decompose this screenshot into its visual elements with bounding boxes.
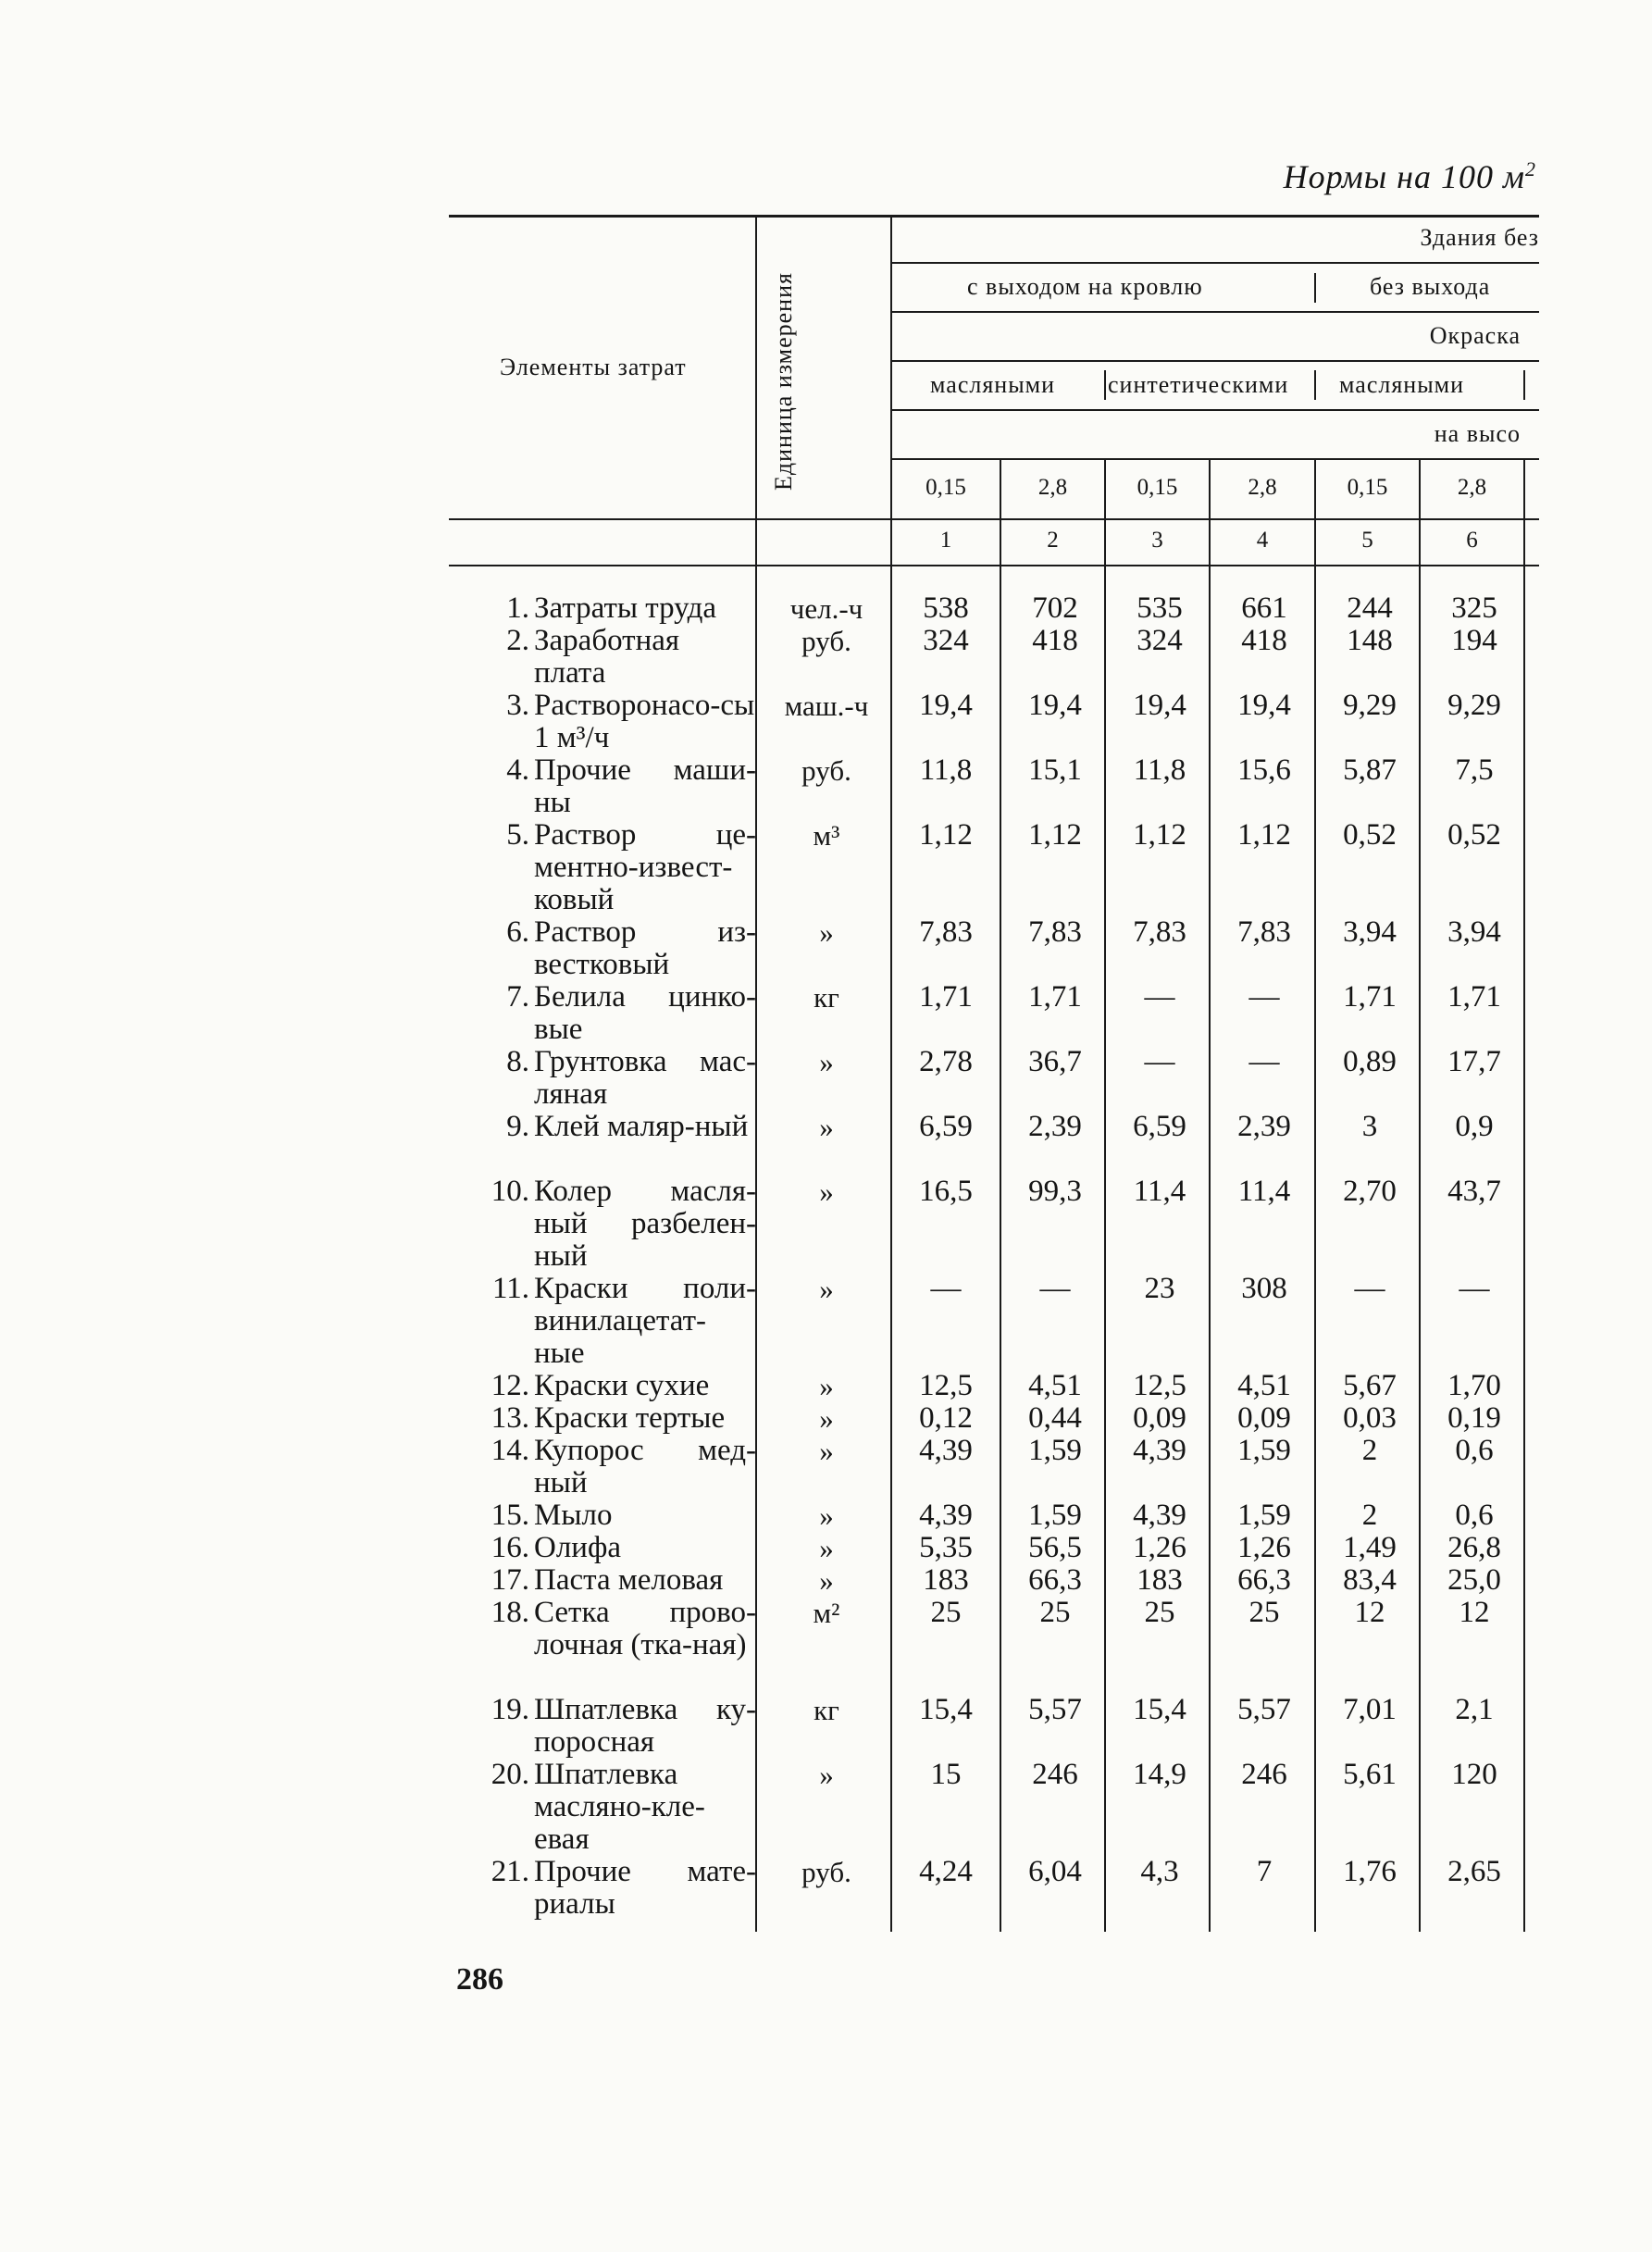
row-unit: » — [819, 1759, 834, 1791]
row-number: 21. — [491, 1855, 529, 1888]
norms-sup: 2 — [1525, 157, 1536, 180]
row-value: 1,71 — [1028, 980, 1082, 1014]
height-value: 2,8 — [1037, 475, 1068, 500]
row-unit: » — [819, 1273, 834, 1305]
row-value: 17,7 — [1447, 1045, 1501, 1078]
row-value: 15,1 — [1028, 753, 1082, 787]
header-unit: Единица измерения — [770, 272, 798, 491]
row-value: 0,6 — [1455, 1499, 1494, 1532]
norms-table — [449, 215, 1539, 1932]
row-value: 25 — [930, 1596, 962, 1629]
row-value: 0,09 — [1237, 1401, 1291, 1435]
header-without-exit: без выхода — [1370, 273, 1491, 300]
row-number: 10. — [491, 1175, 529, 1208]
row-value: 148 — [1347, 624, 1393, 657]
row-value: 0,6 — [1455, 1434, 1494, 1467]
row-value: 7,01 — [1343, 1693, 1397, 1726]
row-unit: руб. — [801, 625, 851, 657]
rule-4 — [890, 409, 1539, 411]
row-unit: кг — [814, 981, 839, 1014]
row-name: Колер масля-ный разбелен-ный — [534, 1175, 756, 1273]
row-value: 83,4 — [1343, 1563, 1397, 1597]
row-value: 6,59 — [1133, 1110, 1186, 1143]
row-value: — — [1248, 1045, 1280, 1078]
row-value: 19,4 — [1237, 689, 1291, 722]
row-name: Шпатлевка ку-поросная — [534, 1693, 756, 1759]
row-unit: » — [819, 1046, 834, 1078]
row-value: 183 — [923, 1563, 969, 1597]
row-name: Прочие мате-риалы — [534, 1855, 756, 1921]
row-value: 5,61 — [1343, 1758, 1397, 1791]
row-value: — — [930, 1272, 962, 1305]
row-value: 0,12 — [919, 1401, 973, 1435]
row-number: 16. — [491, 1531, 529, 1564]
row-unit: руб. — [801, 1856, 851, 1888]
row-name: Мыло — [534, 1499, 613, 1532]
row-value: 56,5 — [1028, 1531, 1082, 1564]
row-unit: » — [819, 1532, 834, 1564]
row-value: 308 — [1241, 1272, 1287, 1305]
row-value: 0,52 — [1447, 818, 1501, 852]
row-unit: маш.-ч — [784, 690, 869, 722]
row-value: 4,39 — [1133, 1434, 1186, 1467]
row-value: 23 — [1144, 1272, 1175, 1305]
row-value: 66,3 — [1028, 1563, 1082, 1597]
header-synth: синтетическими — [1108, 371, 1289, 398]
row-value: 5,35 — [919, 1531, 973, 1564]
sep-paint-2 — [1314, 370, 1316, 400]
row-number: 19. — [491, 1693, 529, 1726]
column-number: 4 — [1256, 528, 1269, 553]
row-value: 2 — [1361, 1499, 1378, 1532]
row-unit: м³ — [813, 819, 840, 852]
row-name: Сетка прово-лочная (тка-ная) — [534, 1596, 756, 1661]
row-value: 3,94 — [1447, 915, 1501, 949]
row-value: 1,70 — [1447, 1369, 1501, 1402]
row-value: 5,67 — [1343, 1369, 1397, 1402]
row-value: 4,51 — [1028, 1369, 1082, 1402]
row-value: 194 — [1451, 624, 1497, 657]
row-value: 702 — [1032, 591, 1078, 625]
row-value: 0,52 — [1343, 818, 1397, 852]
row-value: 1,59 — [1028, 1499, 1082, 1532]
row-value: 5,57 — [1237, 1693, 1291, 1726]
row-value: 6,04 — [1028, 1855, 1082, 1888]
row-value: 418 — [1241, 624, 1287, 657]
norms-label: Нормы на 100 м — [1283, 158, 1525, 195]
row-value: 11,8 — [919, 753, 973, 787]
row-value: 7,83 — [1133, 915, 1186, 949]
norms-caption — [1284, 157, 1536, 196]
page-number: 286 — [456, 1962, 503, 1997]
row-value: 1,12 — [919, 818, 973, 852]
row-number: 7. — [506, 980, 529, 1014]
row-value: 19,4 — [919, 689, 973, 722]
row-value: 3 — [1361, 1110, 1378, 1143]
row-value: 1,71 — [919, 980, 973, 1014]
rule-1 — [890, 262, 1539, 264]
height-value: 2,8 — [1457, 475, 1487, 500]
column-number: 1 — [939, 528, 952, 553]
row-unit: » — [819, 1402, 834, 1435]
sep-paint-1 — [1104, 370, 1106, 400]
row-number: 2. — [506, 624, 529, 657]
row-value: 43,7 — [1447, 1175, 1501, 1208]
row-value: 183 — [1137, 1563, 1183, 1597]
row-unit: » — [819, 1370, 834, 1402]
row-value: 9,29 — [1343, 689, 1397, 722]
row-value: 1,49 — [1343, 1531, 1397, 1564]
row-value: 19,4 — [1028, 689, 1082, 722]
vline-c1 — [1000, 458, 1001, 1932]
row-unit: » — [819, 1564, 834, 1597]
row-value: 99,3 — [1028, 1175, 1082, 1208]
row-name: Краски сухие — [534, 1369, 710, 1402]
row-number: 20. — [491, 1758, 529, 1791]
row-value: 11,4 — [1133, 1175, 1186, 1208]
row-value: 2,1 — [1455, 1693, 1494, 1726]
row-value: 11,4 — [1237, 1175, 1291, 1208]
row-name: Раствор из-вестковый — [534, 915, 756, 981]
column-number: 5 — [1361, 528, 1373, 553]
header-oil-2: масляными — [1339, 371, 1465, 398]
row-unit: » — [819, 1111, 834, 1143]
row-number: 1. — [506, 591, 529, 625]
sep-exit — [1314, 273, 1316, 303]
row-value: 5,87 — [1343, 753, 1397, 787]
row-value: 26,8 — [1447, 1531, 1501, 1564]
height-value: 0,15 — [925, 475, 966, 500]
row-number: 14. — [491, 1434, 529, 1467]
row-value: 0,19 — [1447, 1401, 1501, 1435]
row-value: 5,57 — [1028, 1693, 1082, 1726]
row-value: 15,4 — [919, 1693, 973, 1726]
row-value: 25 — [1039, 1596, 1071, 1629]
row-value: 2,39 — [1028, 1110, 1082, 1143]
row-value: 36,7 — [1028, 1045, 1082, 1078]
row-value: 0,03 — [1343, 1401, 1397, 1435]
row-unit: » — [819, 1176, 834, 1208]
row-value: 14,9 — [1133, 1758, 1186, 1791]
rule-6 — [449, 518, 1539, 520]
row-value: 25 — [1248, 1596, 1280, 1629]
row-value: 120 — [1451, 1758, 1497, 1791]
row-number: 3. — [506, 689, 529, 722]
row-number: 13. — [491, 1401, 529, 1435]
row-value: 4,3 — [1140, 1855, 1179, 1888]
row-value: — — [1248, 980, 1280, 1014]
row-value: 2,70 — [1343, 1175, 1397, 1208]
row-number: 5. — [506, 818, 529, 852]
row-name: Паста меловая — [534, 1563, 724, 1597]
sep-paint-3 — [1523, 370, 1525, 400]
row-name: Раствор це-ментно-извест-ковый — [534, 818, 756, 916]
row-value: 2,65 — [1447, 1855, 1501, 1888]
row-number: 11. — [491, 1272, 529, 1305]
row-unit: чел.-ч — [789, 592, 863, 625]
row-unit: » — [819, 1499, 834, 1532]
row-name: Заработная плата — [534, 624, 680, 690]
row-name: Краски поли-винилацетат-ные — [534, 1272, 756, 1370]
row-value: 12,5 — [1133, 1369, 1186, 1402]
row-unit: » — [819, 916, 834, 949]
row-value: 1,59 — [1237, 1434, 1291, 1467]
row-value: — — [1039, 1272, 1071, 1305]
row-value: 538 — [923, 591, 969, 625]
row-number: 9. — [506, 1110, 529, 1143]
row-value: — — [1459, 1272, 1490, 1305]
row-number: 6. — [506, 915, 529, 949]
row-name: Краски тертые — [534, 1401, 726, 1435]
row-value: 1,26 — [1133, 1531, 1186, 1564]
height-value: 0,15 — [1137, 475, 1178, 500]
row-value: 15,6 — [1237, 753, 1291, 787]
row-name: Олифа — [534, 1531, 621, 1564]
row-value: 11,8 — [1133, 753, 1186, 787]
row-value: 16,5 — [919, 1175, 973, 1208]
row-number: 12. — [491, 1369, 529, 1402]
column-number: 3 — [1151, 528, 1163, 553]
row-value: — — [1144, 1045, 1175, 1078]
row-name: Белила цинко-вые — [534, 980, 756, 1046]
row-value: — — [1144, 980, 1175, 1014]
row-value: 7,83 — [919, 915, 973, 949]
row-name: Шпатлевка масляно-кле-евая — [534, 1758, 705, 1856]
row-value: 4,51 — [1237, 1369, 1291, 1402]
row-value: 7 — [1256, 1855, 1273, 1888]
row-name: Купорос мед-ный — [534, 1434, 756, 1499]
height-value: 2,8 — [1248, 475, 1277, 500]
row-value: 15,4 — [1133, 1693, 1186, 1726]
row-number: 8. — [506, 1045, 529, 1078]
row-value: 1,12 — [1028, 818, 1082, 852]
row-number: 17. — [491, 1563, 529, 1597]
rule-top — [449, 215, 1539, 218]
row-value: 4,39 — [1133, 1499, 1186, 1532]
row-value: 7,83 — [1028, 915, 1082, 949]
rule-5 — [890, 458, 1539, 460]
row-value: 25 — [1144, 1596, 1175, 1629]
row-value: 246 — [1032, 1758, 1078, 1791]
rule-7 — [449, 565, 1539, 566]
row-number: 18. — [491, 1596, 529, 1629]
row-value: 0,89 — [1343, 1045, 1397, 1078]
row-unit: кг — [814, 1694, 839, 1726]
row-value: 7,83 — [1237, 915, 1291, 949]
column-number: 2 — [1047, 528, 1059, 553]
row-value: 1,12 — [1133, 818, 1186, 852]
row-value: 418 — [1032, 624, 1078, 657]
row-value: 0,44 — [1028, 1401, 1082, 1435]
row-value: 12,5 — [919, 1369, 973, 1402]
row-value: 661 — [1241, 591, 1287, 625]
row-unit: м² — [813, 1597, 840, 1629]
row-value: 66,3 — [1237, 1563, 1291, 1597]
header-oil-1: масляными — [930, 371, 1056, 398]
header-elements: Элементы затрат — [500, 354, 687, 380]
row-value: 246 — [1241, 1758, 1287, 1791]
row-value: 4,39 — [919, 1434, 973, 1467]
row-name: Грунтовка мас-ляная — [534, 1045, 756, 1111]
row-value: 324 — [923, 624, 969, 657]
row-value: 6,59 — [919, 1110, 973, 1143]
row-value: 535 — [1137, 591, 1183, 625]
row-value: 9,29 — [1447, 689, 1501, 722]
rule-3 — [890, 360, 1539, 362]
header-group-top: Здания без — [1420, 224, 1539, 251]
row-name: Прочие маши-ны — [534, 753, 756, 819]
row-value: 324 — [1137, 624, 1183, 657]
row-value: 0,09 — [1133, 1401, 1186, 1435]
row-value: 2,78 — [919, 1045, 973, 1078]
row-value: 19,4 — [1133, 689, 1186, 722]
header-paint: Окраска — [1429, 322, 1521, 349]
row-value: — — [1354, 1272, 1385, 1305]
row-value: 7,5 — [1455, 753, 1494, 787]
row-value: 0,9 — [1455, 1110, 1494, 1143]
row-value: 4,24 — [919, 1855, 973, 1888]
rule-2 — [890, 311, 1539, 313]
row-value: 1,71 — [1447, 980, 1501, 1014]
row-value: 3,94 — [1343, 915, 1397, 949]
row-value: 1,59 — [1028, 1434, 1082, 1467]
row-value: 1,76 — [1343, 1855, 1397, 1888]
row-value: 1,12 — [1237, 818, 1291, 852]
row-name: Затраты труда — [534, 591, 717, 625]
height-value: 0,15 — [1347, 475, 1388, 500]
row-value: 1,26 — [1237, 1531, 1291, 1564]
row-name: Растворонасо-сы 1 м³/ч — [534, 689, 755, 754]
row-value: 2,39 — [1237, 1110, 1291, 1143]
row-value: 2 — [1361, 1434, 1378, 1467]
row-value: 4,39 — [919, 1499, 973, 1532]
row-number: 4. — [506, 753, 529, 787]
row-value: 25,0 — [1447, 1563, 1501, 1597]
row-value: 15 — [930, 1758, 962, 1791]
header-height: на высо — [1434, 420, 1521, 447]
row-value: 12 — [1354, 1596, 1385, 1629]
header-unit-cell — [757, 233, 811, 529]
header-with-exit: с выходом на кровлю — [967, 273, 1203, 300]
row-value: 244 — [1347, 591, 1393, 625]
row-value: 1,71 — [1343, 980, 1397, 1014]
column-number: 6 — [1466, 528, 1478, 553]
row-number: 15. — [491, 1499, 529, 1532]
row-value: 1,59 — [1237, 1499, 1291, 1532]
row-unit: » — [819, 1435, 834, 1467]
row-name: Клей маляр-ный — [534, 1110, 749, 1143]
row-value: 325 — [1451, 591, 1497, 625]
row-value: 12 — [1459, 1596, 1490, 1629]
row-unit: руб. — [801, 754, 851, 787]
